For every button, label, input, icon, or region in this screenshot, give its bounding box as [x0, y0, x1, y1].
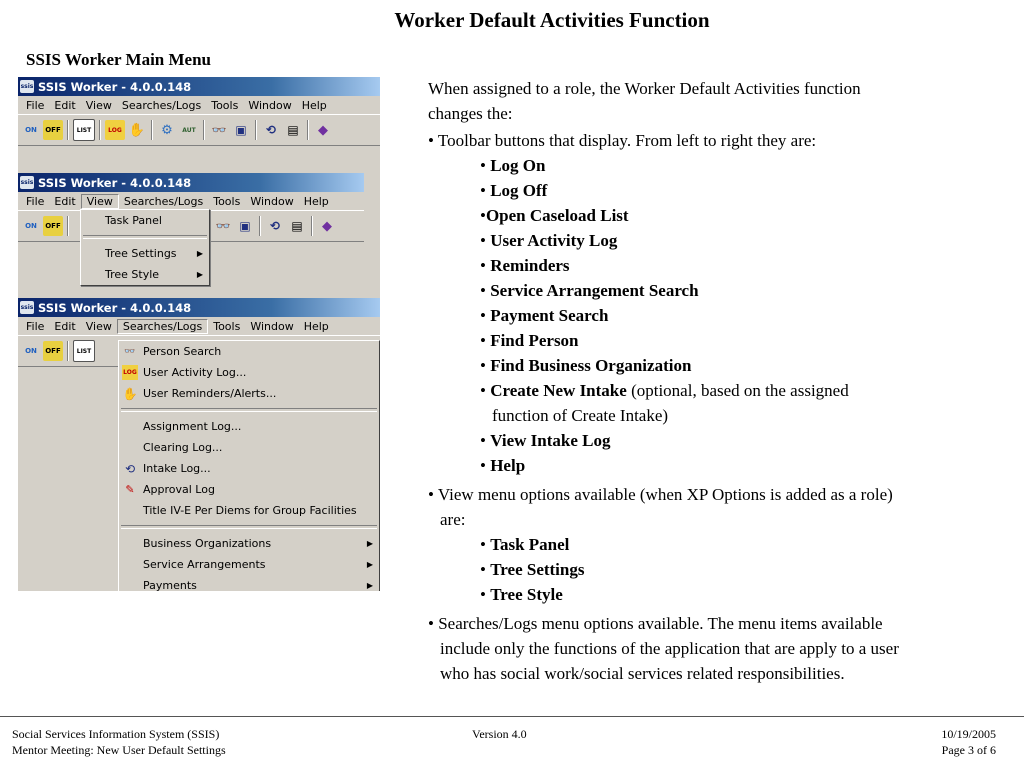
menu-item-label: Title IV-E Per Diems for Group Facilities [143, 504, 357, 517]
toolbar-separator [203, 120, 205, 140]
menu-item-task-panel[interactable] [81, 210, 209, 231]
window-titlebar [18, 173, 364, 192]
menu-tools[interactable]: Tools [211, 98, 239, 112]
toolbar-separator [67, 120, 69, 140]
toolbar-item: • Find Business Organization [480, 356, 692, 375]
service-arrangement-icon[interactable]: ⚙ [161, 122, 173, 138]
item-label: View Intake Log [490, 431, 611, 450]
menu-tools[interactable]: Tools [213, 319, 241, 333]
toolbar-item: •Open Caseload List [480, 206, 629, 225]
reminders-icon[interactable]: ✋ [128, 122, 146, 138]
footer-left [12, 726, 226, 758]
footer-divider [0, 716, 1024, 717]
menu-item-label: Person Search [143, 345, 222, 358]
window-searches-menu [18, 298, 380, 591]
menu-edit[interactable]: Edit [54, 98, 76, 112]
intro-line: changes the: [428, 104, 513, 123]
menu-item-label: User Reminders/Alerts... [143, 387, 277, 400]
menu-file[interactable]: File [26, 319, 45, 333]
footer-right [941, 726, 996, 758]
menu-item-tree-settings[interactable] [81, 243, 209, 264]
item-note: (optional, based on the assigned [626, 381, 849, 400]
footer-page: Page 3 of 6 [941, 743, 996, 757]
window-view-menu [18, 173, 364, 281]
menu-searches-logs[interactable]: Searches/Logs [117, 319, 208, 334]
activity-log-icon: LOG [122, 365, 138, 380]
screenshot-composite [18, 77, 380, 591]
menu-separator [121, 525, 377, 529]
menu-file[interactable]: File [26, 98, 45, 112]
caseload-list-icon[interactable]: LIST [73, 119, 95, 141]
log-on-icon[interactable]: ON [25, 222, 37, 230]
menu-item-payments[interactable] [119, 575, 379, 591]
item-label: Open Caseload List [485, 206, 629, 225]
create-intake-icon[interactable]: ⟲ [269, 219, 281, 233]
menu-searches-logs[interactable]: Searches/Logs [121, 98, 202, 112]
toolbar-separator [67, 216, 69, 236]
menu-help[interactable]: Help [303, 194, 329, 208]
item-label: Find Person [490, 331, 579, 350]
toolbar-item: • Reminders [480, 256, 570, 275]
footer-org: Social Services Information System (SSIS) [12, 727, 220, 741]
create-intake-icon[interactable]: ⟲ [265, 123, 277, 137]
menubar [18, 317, 380, 335]
searches-intro-continued: who has social work/social services related responsibilities. [440, 664, 845, 683]
toolbar-item: • Create New Intake (optional, based on the assigned [480, 381, 849, 400]
menu-window[interactable]: Window [250, 194, 294, 208]
item-label: Payment Search [490, 306, 609, 325]
submenu-arrow-icon: ▶ [196, 249, 203, 258]
view-item: • Tree Settings [480, 560, 585, 579]
menu-item-service-arrangements[interactable] [119, 554, 379, 575]
toolbar-separator [151, 120, 153, 140]
menu-tools[interactable]: Tools [213, 194, 241, 208]
person-search-icon: 👓 [124, 346, 136, 357]
submenu-arrow-icon: ▶ [196, 270, 203, 279]
toolbar-separator [255, 120, 257, 140]
toolbar-intro: • Toolbar buttons that display. From left to right they are: [428, 131, 817, 150]
menu-item-label: Clearing Log... [143, 441, 223, 454]
intake-log-icon[interactable]: ▤ [291, 219, 303, 233]
menu-item-assignment-log[interactable] [119, 416, 379, 437]
menu-help[interactable]: Help [301, 98, 327, 112]
approval-log-icon: ✎ [125, 483, 135, 496]
menu-window[interactable]: Window [248, 98, 292, 112]
item-label: Tree Settings [490, 560, 585, 579]
window-titlebar [18, 298, 380, 317]
find-business-icon[interactable]: ▣ [235, 123, 247, 137]
activity-log-icon[interactable]: LOG [105, 120, 125, 140]
description-text [428, 76, 988, 686]
caseload-list-icon[interactable]: LIST [73, 340, 95, 362]
window-main-menu [18, 77, 380, 146]
menu-item-approval-log[interactable] [119, 479, 379, 500]
log-on-icon[interactable]: ON [25, 347, 37, 355]
menu-item-label: User Activity Log... [143, 366, 247, 379]
searches-dropdown-menu [118, 340, 380, 591]
toolbar-item: • Log Off [480, 181, 548, 200]
item-note-continued: function of Create Intake) [492, 406, 669, 425]
item-label: Create New Intake [490, 381, 627, 400]
log-off-icon[interactable]: OFF [43, 120, 63, 140]
menu-window[interactable]: Window [250, 319, 294, 333]
toolbar [18, 114, 380, 146]
menu-item-label: Intake Log... [143, 462, 211, 475]
footer-version: Version 4.0 [472, 727, 527, 741]
menu-view[interactable]: View [85, 98, 112, 112]
app-icon: ssis [20, 80, 34, 93]
find-person-icon[interactable]: 👓 [211, 123, 227, 137]
menubar [18, 96, 380, 114]
toolbar-item: • Find Person [480, 331, 579, 350]
submenu-arrow-icon: ▶ [366, 560, 373, 569]
view-intro-continued: are: [440, 510, 466, 529]
left-heading: SSIS Worker Main Menu [26, 50, 211, 69]
toolbar-separator [99, 120, 101, 140]
menu-file[interactable]: File [26, 194, 45, 208]
menu-item-label: Business Organizations [143, 537, 272, 550]
item-label: Reminders [490, 256, 570, 275]
slide-title: Worker Default Activities Function [394, 8, 710, 32]
menu-item-clearing-log[interactable] [119, 437, 379, 458]
menu-item-label: Tree Style [105, 268, 160, 281]
menu-item-title-ive[interactable] [119, 500, 379, 521]
menu-item-label: Assignment Log... [143, 420, 242, 433]
toolbar-item: • Payment Search [480, 306, 609, 325]
log-on-icon[interactable]: ON [25, 126, 37, 134]
menu-view[interactable]: View [85, 319, 112, 333]
searches-intro-continued: include only the functions of the application that are apply to a user [440, 639, 899, 658]
item-label: Log On [490, 156, 546, 175]
menu-item-intake-log[interactable] [119, 458, 379, 479]
log-off-icon[interactable]: OFF [43, 341, 63, 361]
view-item: • Tree Style [480, 585, 563, 604]
view-dropdown-menu [80, 209, 210, 286]
view-intro: • View menu options available (when XP Options is added as a role) [428, 485, 893, 504]
toolbar-separator [311, 216, 313, 236]
submenu-arrow-icon: ▶ [366, 539, 373, 548]
app-icon: ssis [20, 176, 34, 189]
menu-item-person-search[interactable] [119, 341, 379, 362]
view-item: • Task Panel [480, 535, 570, 554]
intake-log-icon[interactable]: ▤ [287, 123, 299, 137]
menu-item-label: Approval Log [143, 483, 215, 496]
toolbar-separator [259, 216, 261, 236]
item-label: Service Arrangement Search [490, 281, 699, 300]
menu-item-tree-style[interactable] [81, 264, 209, 285]
toolbar-separator [307, 120, 309, 140]
app-icon: ssis [20, 301, 34, 314]
toolbar-item: • Service Arrangement Search [480, 281, 699, 300]
footer-date: 10/19/2005 [941, 727, 996, 741]
log-off-icon[interactable]: OFF [43, 216, 63, 236]
submenu-arrow-icon: ▶ [366, 581, 373, 590]
window-title: SSIS Worker - 4.0.0.148 [38, 175, 192, 190]
item-label: Task Panel [490, 535, 570, 554]
menu-item-business-organizations[interactable] [119, 533, 379, 554]
item-label: Find Business Organization [490, 356, 692, 375]
menu-separator [121, 408, 377, 412]
menu-item-label: Tree Settings [105, 247, 177, 260]
help-icon[interactable]: ◆ [322, 218, 332, 234]
toolbar-item: • Log On [480, 156, 546, 175]
menu-item-label: Payments [143, 579, 197, 591]
item-label: Help [490, 456, 526, 475]
menu-edit[interactable]: Edit [54, 319, 76, 333]
reminders-icon: ✋ [122, 386, 138, 401]
window-titlebar [18, 77, 380, 96]
toolbar-item: • Help [480, 456, 526, 475]
find-business-icon[interactable]: ▣ [239, 219, 251, 233]
window-title: SSIS Worker - 4.0.0.148 [38, 300, 192, 315]
menu-item-label: Service Arrangements [143, 558, 266, 571]
toolbar-item: • View Intake Log [480, 431, 611, 450]
item-label: Tree Style [490, 585, 563, 604]
menu-item-user-activity-log[interactable] [119, 362, 379, 383]
menu-searches-logs[interactable]: Searches/Logs [123, 194, 204, 208]
searches-intro: • Searches/Logs menu options available. The menu items available [428, 614, 883, 633]
menubar [18, 192, 364, 210]
help-icon[interactable]: ◆ [318, 122, 328, 138]
find-person-icon[interactable]: 👓 [215, 219, 231, 233]
toolbar-separator [67, 341, 69, 361]
item-label: User Activity Log [490, 231, 618, 250]
payment-search-icon[interactable]: AUT [182, 126, 196, 134]
intake-log-icon: ⟲ [124, 461, 136, 476]
toolbar-item: • User Activity Log [480, 231, 618, 250]
intro-line: When assigned to a role, the Worker Default Activities function [428, 79, 861, 98]
item-label: Log Off [490, 181, 548, 200]
menu-edit[interactable]: Edit [54, 194, 76, 208]
footer-meeting: Mentor Meeting: New User Default Settings [12, 743, 226, 757]
menu-item-user-reminders[interactable] [119, 383, 379, 404]
menu-help[interactable]: Help [303, 319, 329, 333]
menu-item-label: Task Panel [105, 214, 162, 227]
menu-separator [83, 235, 207, 239]
menu-view[interactable]: View [81, 194, 119, 209]
window-title: SSIS Worker - 4.0.0.148 [38, 79, 192, 94]
